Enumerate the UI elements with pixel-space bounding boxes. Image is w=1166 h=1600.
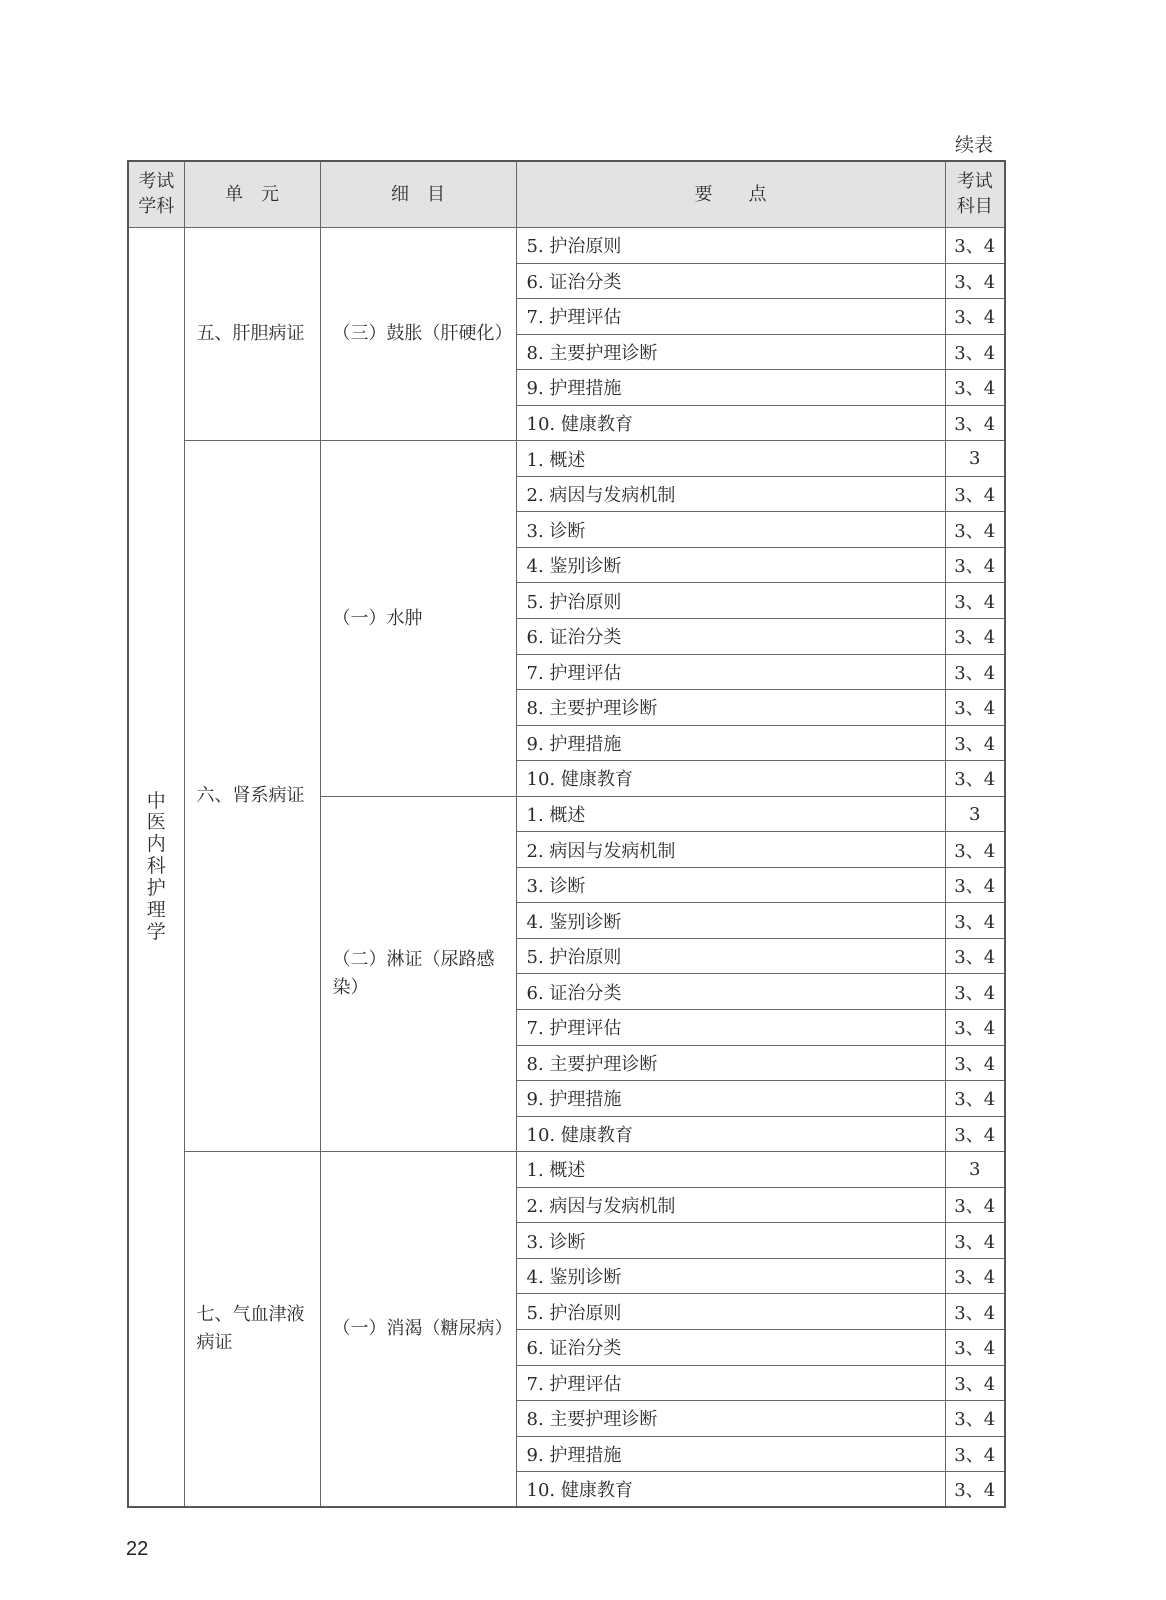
subject-cell: 中医内科护理学 xyxy=(128,228,184,1508)
exam-subject-cell: 3、4 xyxy=(945,761,1005,797)
point-cell: 8. 主要护理诊断 xyxy=(516,334,945,370)
exam-subject-cell: 3、4 xyxy=(945,725,1005,761)
table-row xyxy=(128,228,1005,264)
point-cell: 3. 诊断 xyxy=(516,867,945,903)
detail-cell: （一）水肿 xyxy=(320,441,516,796)
exam-subject-cell: 3 xyxy=(945,1152,1005,1188)
exam-subject-cell: 3、4 xyxy=(945,619,1005,655)
point-cell: 6. 证治分类 xyxy=(516,1329,945,1365)
exam-subject-cell: 3 xyxy=(945,441,1005,477)
exam-subject-cell: 3、4 xyxy=(945,938,1005,974)
point-cell: 5. 护治原则 xyxy=(516,228,945,264)
point-cell: 7. 护理评估 xyxy=(516,299,945,335)
point-cell: 7. 护理评估 xyxy=(516,1365,945,1401)
point-cell: 8. 主要护理诊断 xyxy=(516,690,945,726)
point-cell: 10. 健康教育 xyxy=(516,761,945,797)
point-cell: 5. 护治原则 xyxy=(516,1294,945,1330)
exam-subject-cell: 3、4 xyxy=(945,1258,1005,1294)
point-cell: 10. 健康教育 xyxy=(516,1116,945,1152)
exam-subject-cell: 3、4 xyxy=(945,903,1005,939)
exam-subject-cell: 3、4 xyxy=(945,370,1005,406)
point-cell: 3. 诊断 xyxy=(516,1223,945,1259)
point-cell: 9. 护理措施 xyxy=(516,725,945,761)
exam-subject-cell: 3、4 xyxy=(945,654,1005,690)
unit-cell: 七、气血津液病证 xyxy=(184,1152,320,1507)
header-subject: 考试学科 xyxy=(128,161,184,228)
point-cell: 7. 护理评估 xyxy=(516,1010,945,1046)
point-cell: 2. 病因与发病机制 xyxy=(516,1187,945,1223)
point-cell: 6. 证治分类 xyxy=(516,974,945,1010)
header-points: 要 点 xyxy=(516,161,945,228)
exam-subject-cell: 3、4 xyxy=(945,1472,1005,1508)
point-cell: 5. 护治原则 xyxy=(516,583,945,619)
exam-subject-cell: 3、4 xyxy=(945,334,1005,370)
point-cell: 1. 概述 xyxy=(516,796,945,832)
exam-subject-cell: 3、4 xyxy=(945,832,1005,868)
continued-label: 续表 xyxy=(955,134,994,156)
exam-subject-cell: 3、4 xyxy=(945,1187,1005,1223)
exam-subject-cell: 3、4 xyxy=(945,1365,1005,1401)
point-cell: 3. 诊断 xyxy=(516,512,945,548)
exam-subject-cell: 3、4 xyxy=(945,1294,1005,1330)
exam-subject-cell: 3、4 xyxy=(945,1081,1005,1117)
syllabus-table xyxy=(127,160,1006,1508)
point-cell: 2. 病因与发病机制 xyxy=(516,832,945,868)
table-row xyxy=(128,1152,1005,1188)
table-row xyxy=(128,441,1005,477)
exam-subject-cell: 3、4 xyxy=(945,512,1005,548)
exam-subject-cell: 3、4 xyxy=(945,974,1005,1010)
point-cell: 6. 证治分类 xyxy=(516,619,945,655)
point-cell: 2. 病因与发病机制 xyxy=(516,476,945,512)
exam-subject-cell: 3、4 xyxy=(945,476,1005,512)
header-exam: 考试科目 xyxy=(945,161,1005,228)
unit-cell: 五、肝胆病证 xyxy=(184,228,320,441)
point-cell: 10. 健康教育 xyxy=(516,1472,945,1508)
exam-subject-cell: 3、4 xyxy=(945,1010,1005,1046)
exam-subject-cell: 3、4 xyxy=(945,228,1005,264)
point-cell: 6. 证治分类 xyxy=(516,263,945,299)
table-header xyxy=(128,161,1005,228)
exam-subject-cell: 3、4 xyxy=(945,1401,1005,1437)
table-body xyxy=(128,228,1005,1508)
point-cell: 4. 鉴别诊断 xyxy=(516,1258,945,1294)
exam-subject-cell: 3、4 xyxy=(945,1223,1005,1259)
exam-subject-cell: 3、4 xyxy=(945,1116,1005,1152)
exam-subject-cell: 3、4 xyxy=(945,583,1005,619)
point-cell: 9. 护理措施 xyxy=(516,1081,945,1117)
point-cell: 8. 主要护理诊断 xyxy=(516,1045,945,1081)
exam-subject-cell: 3、4 xyxy=(945,1045,1005,1081)
point-cell: 9. 护理措施 xyxy=(516,1436,945,1472)
point-cell: 10. 健康教育 xyxy=(516,405,945,441)
exam-subject-cell: 3、4 xyxy=(945,1436,1005,1472)
header-detail: 细 目 xyxy=(320,161,516,228)
point-cell: 4. 鉴别诊断 xyxy=(516,547,945,583)
point-cell: 9. 护理措施 xyxy=(516,370,945,406)
point-cell: 7. 护理评估 xyxy=(516,654,945,690)
detail-cell: （一）消渴（糖尿病） xyxy=(320,1152,516,1507)
point-cell: 4. 鉴别诊断 xyxy=(516,903,945,939)
page-number: 22 xyxy=(126,1538,149,1560)
exam-subject-cell: 3、4 xyxy=(945,1329,1005,1365)
point-cell: 1. 概述 xyxy=(516,1152,945,1188)
exam-subject-cell: 3、4 xyxy=(945,299,1005,335)
detail-cell: （三）鼓胀（肝硬化） xyxy=(320,228,516,441)
exam-subject-cell: 3、4 xyxy=(945,263,1005,299)
exam-subject-cell: 3、4 xyxy=(945,867,1005,903)
exam-subject-cell: 3 xyxy=(945,796,1005,832)
exam-subject-cell: 3、4 xyxy=(945,690,1005,726)
unit-cell: 六、肾系病证 xyxy=(184,441,320,1152)
header-unit: 单 元 xyxy=(184,161,320,228)
point-cell: 8. 主要护理诊断 xyxy=(516,1401,945,1437)
exam-subject-cell: 3、4 xyxy=(945,405,1005,441)
exam-subject-cell: 3、4 xyxy=(945,547,1005,583)
detail-cell: （二）淋证（尿路感染） xyxy=(320,796,516,1151)
point-cell: 1. 概述 xyxy=(516,441,945,477)
point-cell: 5. 护治原则 xyxy=(516,938,945,974)
